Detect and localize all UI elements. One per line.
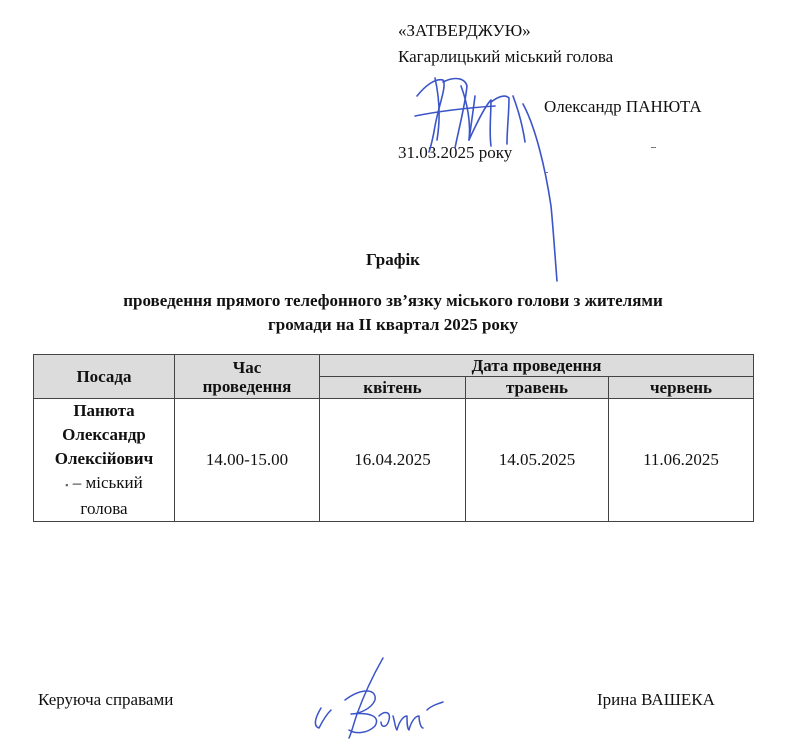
time-cell: 14.00-15.00	[175, 399, 320, 522]
header-month-june: червень	[609, 377, 754, 399]
document-subtitle-line2: громади на ІІ квартал 2025 року	[268, 315, 518, 334]
header-month-may: травень	[466, 377, 609, 399]
person-name-line1: Панюта	[73, 401, 135, 420]
person-role-line1	[34, 471, 174, 497]
footer-left-title: Керуюча справами	[38, 690, 174, 709]
person-role-line2: голова	[80, 499, 128, 518]
stray-mark: ▪	[65, 480, 69, 490]
person-name-line3: Олексійович	[54, 449, 154, 468]
header-time-line2: проведення	[202, 376, 292, 396]
approval-date: 31.03.2025 року	[398, 143, 513, 162]
header-date-group: Дата проведення	[320, 355, 754, 377]
date-cell-may: 14.05.2025	[466, 399, 609, 522]
header-position: Посада	[34, 355, 175, 399]
date-cell-june: 11.06.2025	[609, 399, 754, 522]
schedule-table	[33, 354, 754, 522]
header-time	[175, 355, 320, 399]
scan-speck	[651, 147, 656, 148]
footer-right-name: Ірина ВАШЕКА	[597, 690, 715, 709]
approval-name: Олександр ПАНЮТА	[544, 97, 702, 116]
manager-signature	[305, 652, 465, 747]
header-month-april: квітень	[320, 377, 466, 399]
approval-position: Кагарлицький міський голова	[398, 47, 614, 66]
table-row	[34, 399, 754, 522]
date-cell-april: 16.04.2025	[320, 399, 466, 522]
document-subtitle-line1: проведення прямого телефонного зв’язку міського голови з жителями	[123, 291, 663, 310]
person-role-text: – міський	[72, 473, 143, 492]
position-cell	[34, 399, 175, 522]
person-name-line2: Олександр	[62, 425, 146, 444]
approval-heading: «ЗАТВЕРДЖУЮ»	[398, 21, 531, 40]
header-time-line1: Час	[232, 357, 262, 377]
scan-speck	[545, 172, 548, 173]
document-title: Графік	[366, 250, 420, 269]
